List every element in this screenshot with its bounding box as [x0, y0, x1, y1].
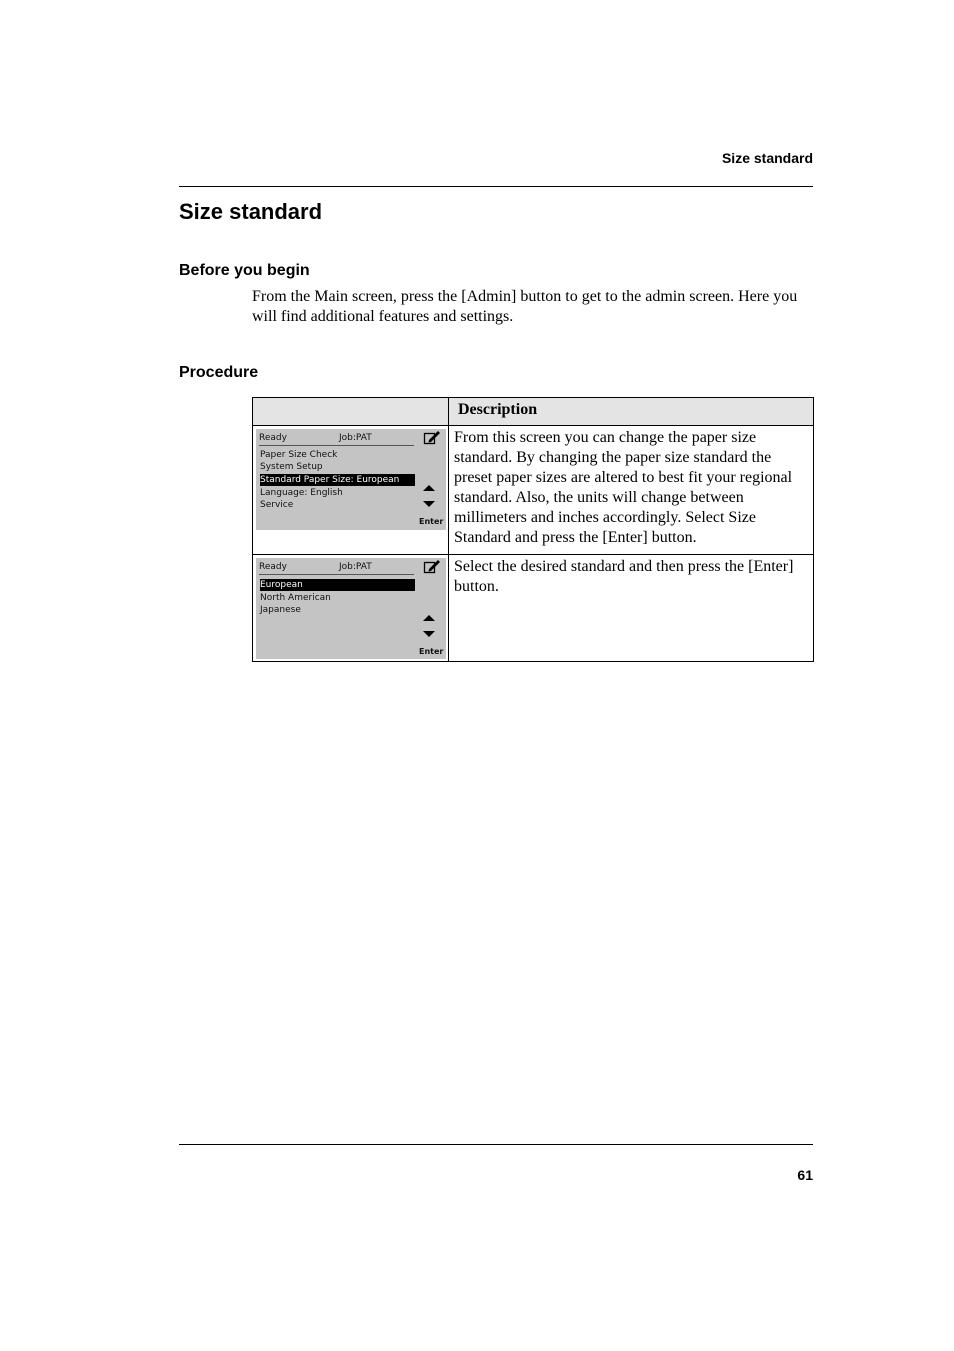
lcd-job: Job:PAT — [339, 433, 372, 443]
lcd-menu-item: System Setup — [260, 462, 323, 472]
running-header: Size standard — [721, 150, 813, 166]
edit-icon — [423, 429, 441, 445]
lcd-divider — [259, 445, 414, 446]
arrow-up-icon — [423, 615, 435, 621]
header-rule — [179, 186, 813, 187]
before-you-begin-heading: Before you begin — [179, 262, 310, 279]
lcd-enter-label: Enter — [419, 647, 444, 656]
screen-image-cell — [253, 555, 449, 662]
lcd-screen — [256, 558, 446, 659]
lcd-status: Ready — [259, 433, 287, 443]
image-column-header — [253, 398, 449, 426]
procedure-heading: Procedure — [179, 364, 259, 381]
procedure-table — [252, 397, 814, 662]
before-you-begin-text: From the Main screen, press the [Admin] button to get to the admin screen. Here you will find additional features and settings. — [252, 288, 798, 325]
edit-icon — [423, 558, 441, 574]
page-title: Size standard — [179, 199, 323, 224]
lcd-menu-item: Language: English — [260, 488, 343, 498]
lcd-divider — [259, 574, 414, 575]
description-cell: From this screen you can change the paper size standard. By changing the paper size standard the preset paper sizes are altered to best fit your regional standard. Also, the units will change between millimeters and inches accordingly. Select Size Standard and press the [Enter] button. — [449, 426, 814, 555]
table-row — [253, 555, 814, 662]
lcd-menu-item: Japanese — [260, 605, 301, 615]
description-cell: Select the desired standard and then press the [Enter] button. — [449, 555, 814, 662]
lcd-screen — [256, 429, 446, 530]
screen-image-cell — [253, 426, 449, 555]
table-header-row — [253, 398, 814, 426]
arrow-down-icon — [423, 501, 435, 507]
lcd-status: Ready — [259, 562, 287, 572]
description-column-header: Description — [449, 398, 814, 426]
lcd-menu-item: Paper Size Check — [260, 450, 338, 460]
lcd-menu-item: Service — [260, 500, 294, 510]
lcd-enter-label: Enter — [419, 517, 444, 526]
table-row — [253, 426, 814, 555]
footer-rule — [179, 1144, 813, 1145]
arrow-down-icon — [423, 631, 435, 637]
lcd-menu-item: North American — [260, 593, 331, 603]
lcd-menu-item-selected: Standard Paper Size: European — [260, 474, 415, 486]
arrow-up-icon — [423, 485, 435, 491]
page-number: 61 — [797, 1167, 813, 1183]
lcd-job: Job:PAT — [339, 562, 372, 572]
lcd-menu-item-selected: European — [260, 579, 415, 591]
